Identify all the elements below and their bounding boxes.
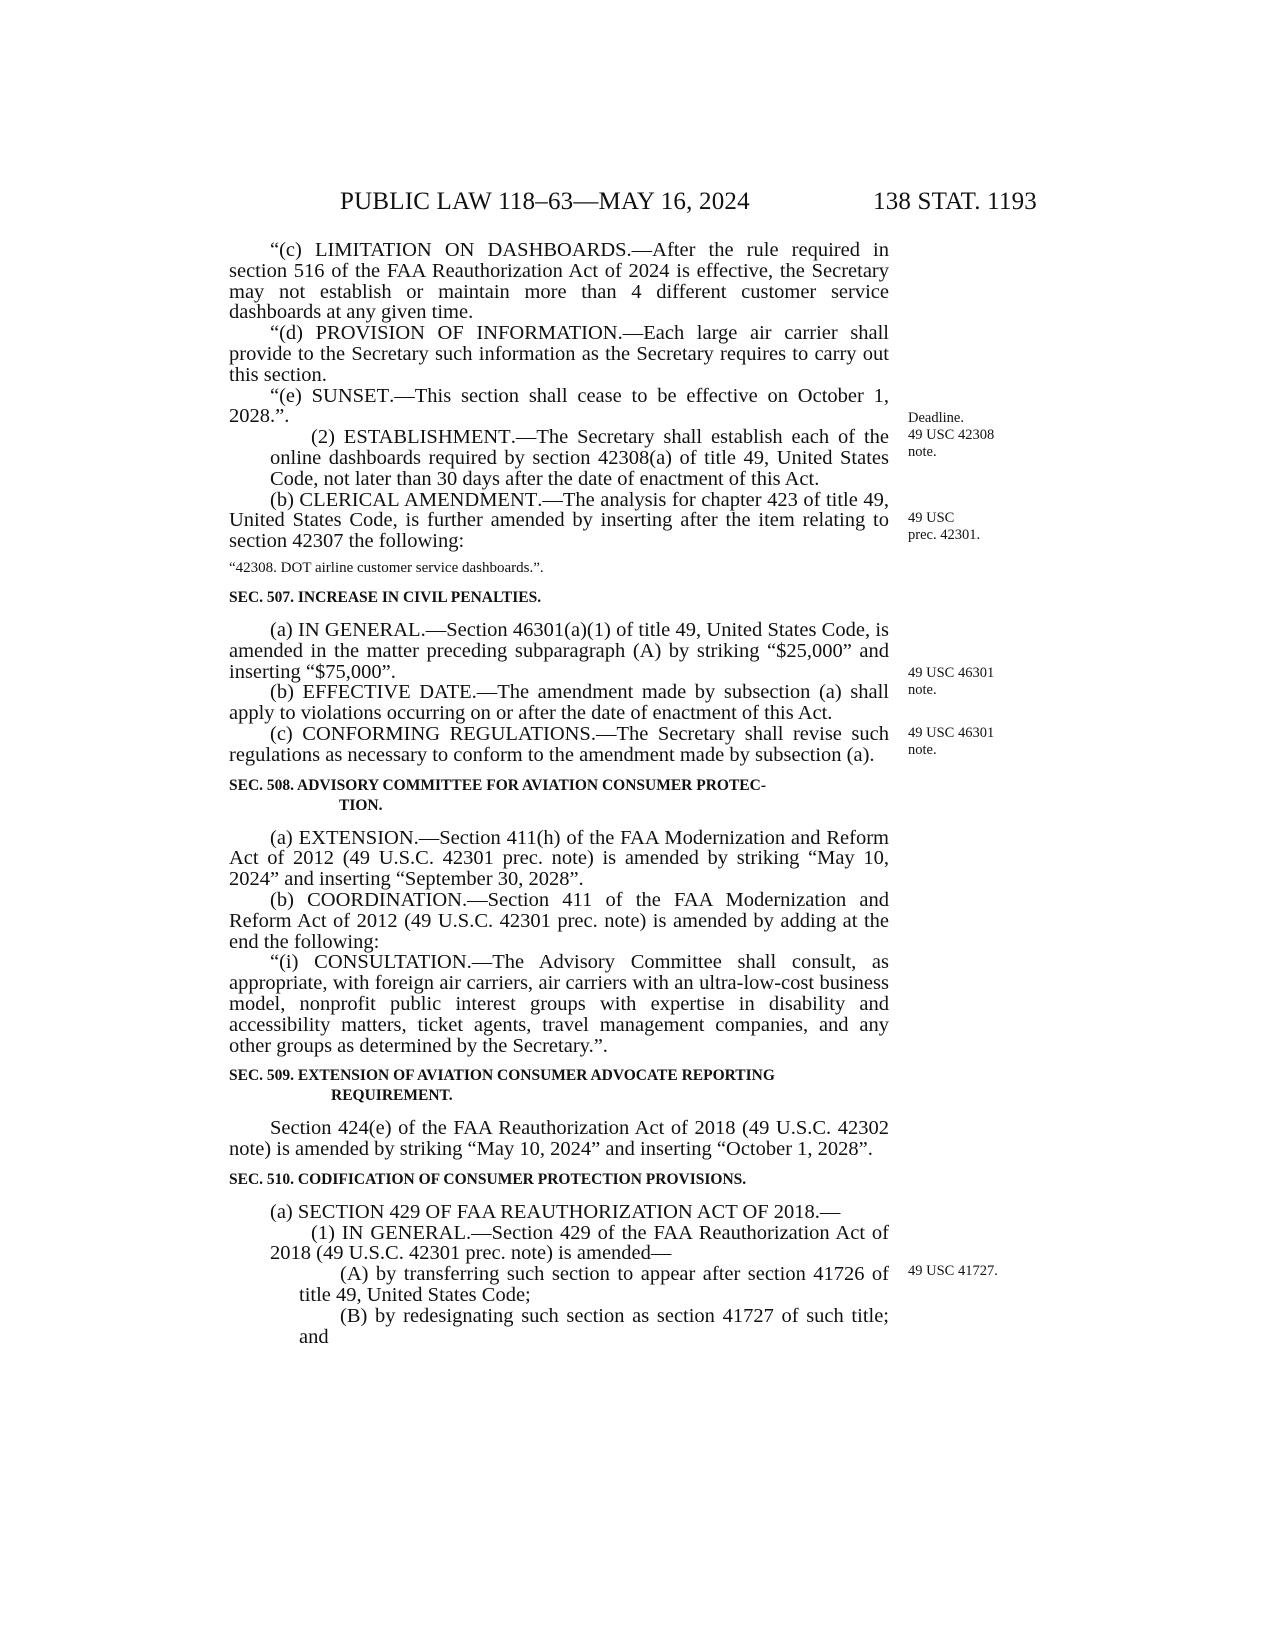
section-510-heading: SEC. 510. CODIFICATION OF CONSUMER PROTECTION PROVISIONS. xyxy=(229,1170,747,1188)
section-508-a: (a) EXTENSION.—Section 411(h) of the FAA Modernization and Reform Act of 2012 (49 U.S.C. 42301 prec. note) is amended by striking “May 10, 2024” and inserting “September 30, 2028”. xyxy=(229,826,889,891)
section-510-a-1-B: (B) by redesignating such section as section 41727 of such title; and xyxy=(299,1304,889,1348)
margin-note-deadline: Deadline. 49 USC 42308 note. xyxy=(908,410,995,460)
section-510-a-1: (1) IN GENERAL.—Section 429 of the FAA Reauthorization Act of 2018 (49 U.S.C. 42301 prec. note) is amended— xyxy=(270,1221,889,1265)
table-of-sections-item: “42308. DOT airline customer service dashboards.”. xyxy=(229,559,544,576)
margin-note-46301-b: 49 USC 46301 note. xyxy=(908,725,995,758)
section-508-i: “(i) CONSULTATION.—The Advisory Committee shall consult, as appropriate, with foreign air carriers, air carriers with an ultra-low-cost business model, nonprofit public interest groups with expertise in disability and accessibility matters, ticket agents, travel management companies, and any other groups as determined by the Secretary.”. xyxy=(229,951,889,1057)
section-510-a: (a) SECTION 429 OF FAA REAUTHORIZATION ACT OF 2018.— xyxy=(270,1200,841,1223)
page-header-left: PUBLIC LAW 118–63—MAY 16, 2024 xyxy=(340,188,750,215)
margin-note-42301: 49 USC prec. 42301. xyxy=(908,510,981,543)
section-509-heading: SEC. 509. EXTENSION OF AVIATION CONSUMER ADVOCATE REPORTING REQUIREMENT. xyxy=(229,1067,775,1105)
document-body xyxy=(229,240,889,1347)
section-507-a: (a) IN GENERAL.—Section 46301(a)(1) of title 49, United States Code, is amended in the matter preceding subparagraph (A) by striking “$25,000” and inserting “$75,000”. xyxy=(229,618,889,683)
section-508-heading: SEC. 508. ADVISORY COMMITTEE FOR AVIATION CONSUMER PROTEC- TION. xyxy=(229,776,766,814)
section-508-b: (b) COORDINATION.—Section 411 of the FAA Modernization and Reform Act of 2012 (49 U.S.C. 42301 prec. note) is amended by adding at the end the following: xyxy=(229,888,890,953)
section-507-b: (b) EFFECTIVE DATE.—The amendment made by subsection (a) shall apply to violations occurring on or after the date of enactment of this Act. xyxy=(229,681,889,725)
subsection-c-limitation: “(c) LIMITATION ON DASHBOARDS.—After the rule required in section 516 of the FAA Reauthorization Act of 2024 is effective, the Secretary may not establish or maintain more than 4 different customer service dashboards at any given time. xyxy=(229,239,889,324)
subsection-e-sunset: “(e) SUNSET.—This section shall cease to be effective on October 1, 2028.”. xyxy=(229,384,889,428)
paragraph-2-establishment: (2) ESTABLISHMENT.—The Secretary shall establish each of the online dashboards required by section 42308(a) of title 49, United States Code, not later than 30 days after the date of enactment of this Act. xyxy=(270,426,889,490)
page-header-right: 138 STAT. 1193 xyxy=(873,188,1037,215)
subsection-b-clerical-amendment: (b) CLERICAL AMENDMENT.—The analysis for chapter 423 of title 49, United States Code, is further amended by inserting after the item relating to section 42307 the following: xyxy=(229,488,889,553)
subsection-d-provision: “(d) PROVISION OF INFORMATION.—Each large air carrier shall provide to the Secretary such information as the Secretary requires to carry out this section. xyxy=(229,322,890,386)
section-507-c: (c) CONFORMING REGULATIONS.—The Secretary shall revise such regulations as necessary to conform to the amendment made by subsection (a). xyxy=(229,722,889,766)
section-510-a-1-A: (A) by transferring such section to appear after section 41726 of title 49, United States Code; xyxy=(299,1263,889,1307)
section-507-heading: SEC. 507. INCREASE IN CIVIL PENALTIES. xyxy=(229,588,542,606)
margin-note-46301-a: 49 USC 46301 note. xyxy=(908,665,995,698)
margin-note-41727: 49 USC 41727. xyxy=(908,1263,998,1279)
section-509-text: Section 424(e) of the FAA Reauthorization Act of 2018 (49 U.S.C. 42302 note) is amended by striking “May 10, 2024” and inserting “October 1, 2028”. xyxy=(229,1117,889,1161)
